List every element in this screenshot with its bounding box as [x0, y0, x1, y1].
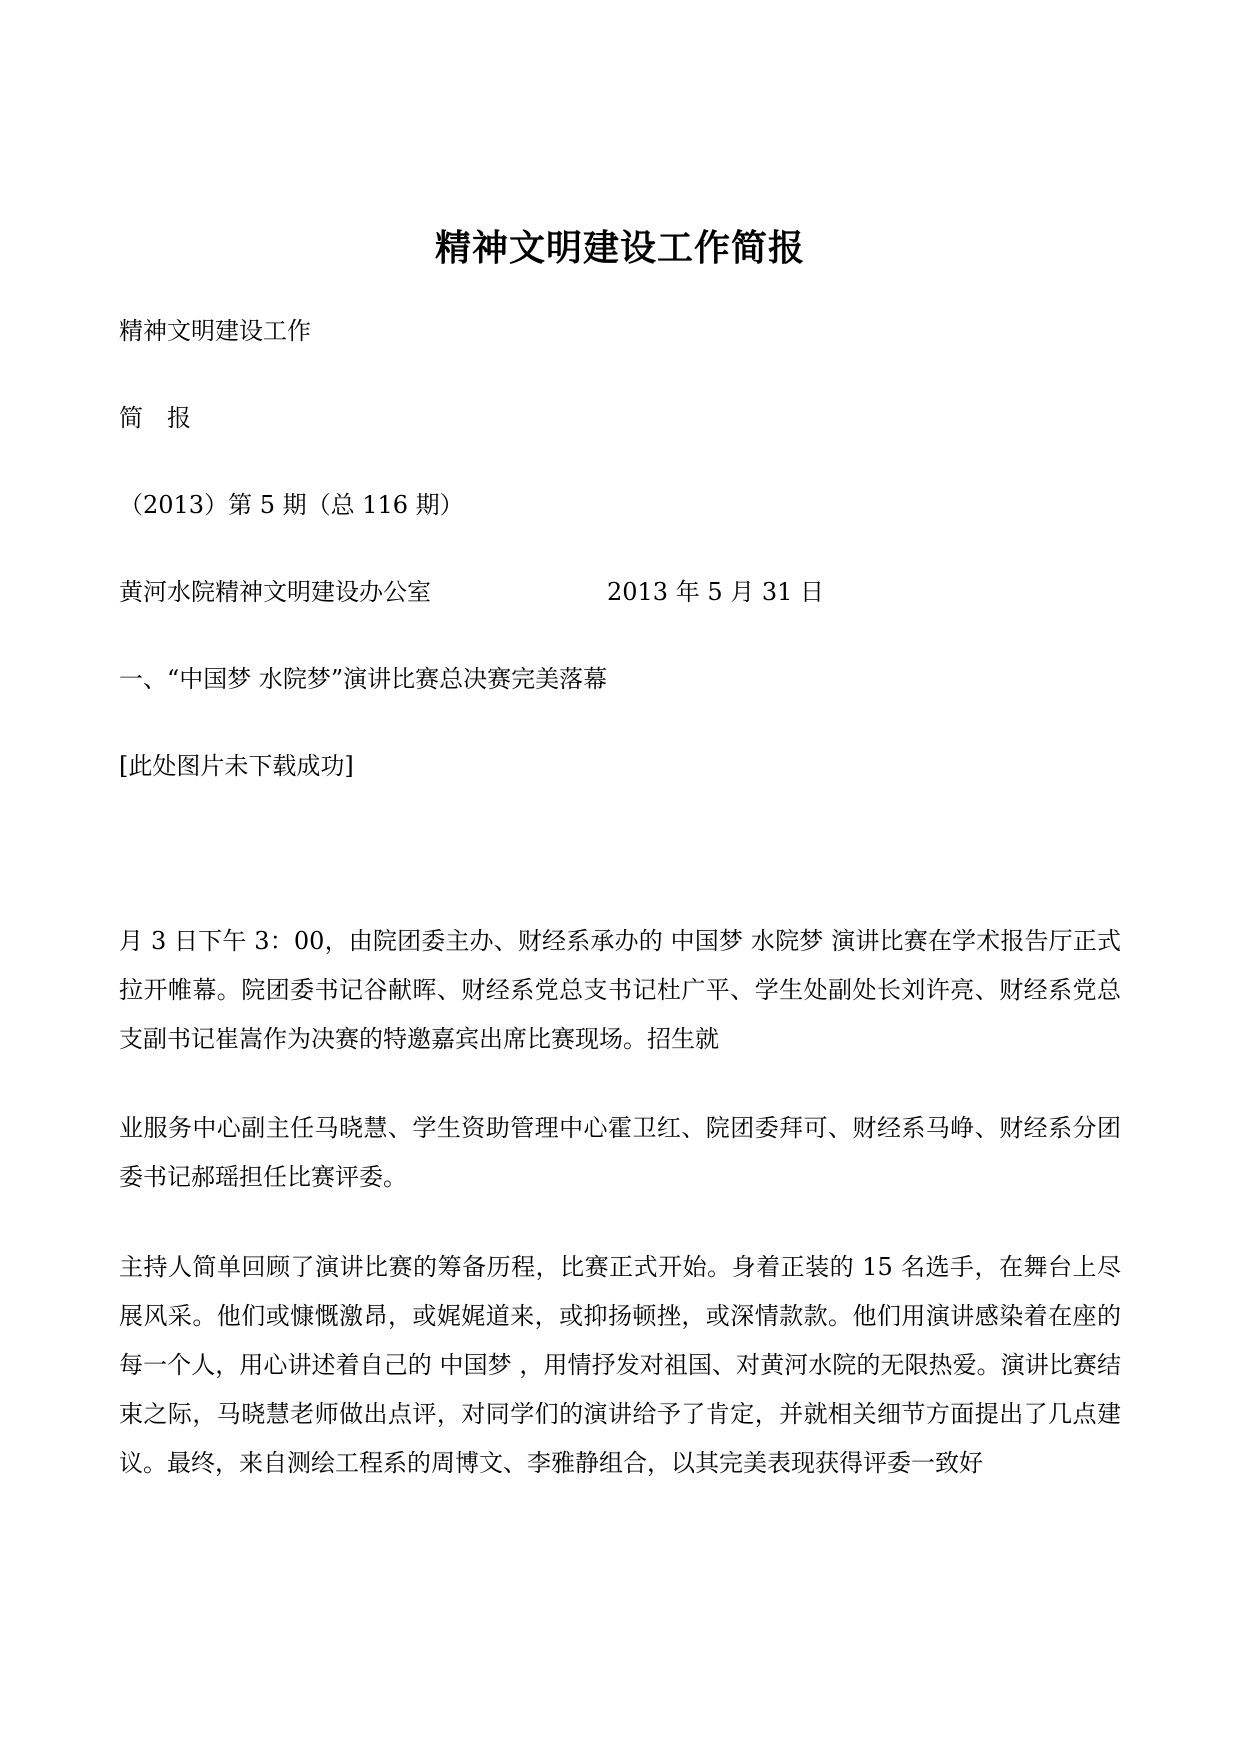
- issue-number: （2013）第 5 期（总 116 期）: [119, 491, 464, 519]
- issue-date: 2013 年 5 月 31 日: [607, 578, 825, 606]
- section-heading: 一、“中国梦 水院梦”演讲比赛总决赛完美落幕: [119, 665, 608, 693]
- document-title: 精神文明建设工作简报: [434, 227, 805, 269]
- image-placeholder: [此处图片未下载成功]: [119, 752, 354, 780]
- header-line-bulletin: 简 报: [119, 404, 191, 432]
- paragraph-3: 主持人简单回顾了演讲比赛的筹备历程，比赛正式开始。身着正装的 15 名选手，在舞台上尽展风采。他们或慷慨激昂，或娓娓道来，或抑扬顿挫，或深情款款。他们用演讲感染着在座的每一个人，用心讲述着自己的 中国梦 ，用情抒发对祖国、对黄河水院的无限热爱。演讲比赛结束之际，马晓慧老师做出点评，对同学们的演讲给予了肯定，并就相关细节方面提出了几点建议。最终，来自测绘工程系的周博文、李雅静组合，以其完美表现获得评委一致好: [119, 1253, 1121, 1477]
- header-line-unit: 精神文明建设工作: [119, 317, 311, 345]
- issuer: 黄河水院精神文明建设办公室: [119, 578, 431, 606]
- paragraph-1: 月 3 日下午 3：00，由院团委主办、财经系承办的 中国梦 水院梦 演讲比赛在学术报告厅正式拉开帷幕。院团委书记谷献晖、财经系党总支书记杜广平、学生处副处长刘许亮、财经系党总支副书记崔嵩作为决赛的特邀嘉宾出席比赛现场。招生就: [119, 927, 1121, 1053]
- paragraph-2: 业服务中心副主任马晓慧、学生资助管理中心霍卫红、院团委拜可、财经系马峥、财经系分团委书记郝瑶担任比赛评委。: [119, 1114, 1121, 1191]
